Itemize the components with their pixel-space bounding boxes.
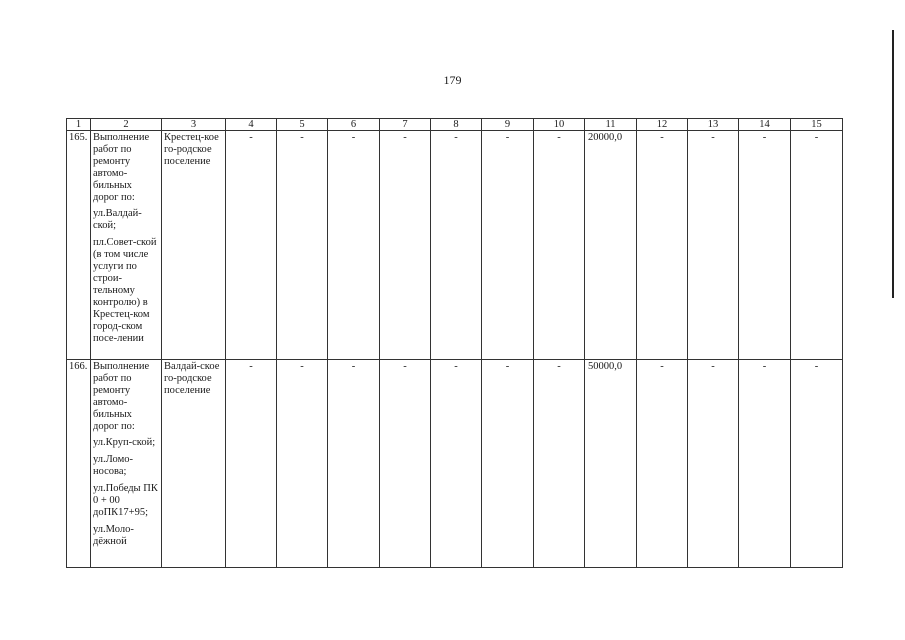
- column-header: 15: [791, 119, 843, 131]
- row-number: 166.: [67, 360, 91, 568]
- page-number: 179: [443, 73, 462, 87]
- table-cell: -: [739, 131, 791, 360]
- amount-cell: 20000,0: [585, 131, 637, 360]
- description-line: ул.Ломо-носова;: [93, 454, 133, 477]
- table-cell: -: [739, 360, 791, 568]
- table-cell: -: [328, 360, 380, 568]
- data-table: [66, 118, 843, 568]
- table-cell: -: [226, 131, 277, 360]
- table-cell: -: [380, 360, 431, 568]
- description-line: Выполнение работ по ремонту автомо-бильных дорог по:: [93, 132, 150, 203]
- table-cell: -: [431, 360, 482, 568]
- table-cell: -: [637, 360, 688, 568]
- table-cell: -: [431, 131, 482, 360]
- column-header: 13: [688, 119, 739, 131]
- description-line: ул.Круп-ской;: [93, 437, 156, 448]
- column-header: 5: [277, 119, 328, 131]
- table-cell: -: [688, 131, 739, 360]
- header-row: [67, 119, 843, 131]
- table-cell: -: [534, 131, 585, 360]
- table-cell: -: [791, 131, 843, 360]
- work-description: [91, 131, 162, 360]
- description-line: ул.Валдай-ской;: [93, 208, 142, 231]
- table-row: [67, 360, 843, 568]
- table-cell: -: [226, 360, 277, 568]
- table-cell: -: [482, 131, 534, 360]
- column-header: 4: [226, 119, 277, 131]
- table-cell: -: [688, 360, 739, 568]
- table-cell: -: [277, 131, 328, 360]
- description-line: Выполнение работ по ремонту автомо-бильных дорог по:: [93, 361, 150, 432]
- scan-edge-line: [892, 30, 894, 298]
- table-cell: -: [328, 131, 380, 360]
- column-header: 10: [534, 119, 585, 131]
- table-cell: -: [380, 131, 431, 360]
- description-line: ул.Победы ПК 0 + 00 доПК17+95;: [93, 483, 158, 518]
- table-cell: -: [534, 360, 585, 568]
- table-cell: -: [791, 360, 843, 568]
- column-header: 2: [91, 119, 162, 131]
- settlement-name: Крестец-кое го-родское поселение: [162, 131, 226, 360]
- column-header: 9: [482, 119, 534, 131]
- column-header: 3: [162, 119, 226, 131]
- column-header: 12: [637, 119, 688, 131]
- row-number: 165.: [67, 131, 91, 360]
- column-header: 8: [431, 119, 482, 131]
- column-header: 1: [67, 119, 91, 131]
- table-cell: -: [637, 131, 688, 360]
- description-line: ул.Моло-дёжной: [93, 524, 134, 547]
- column-header: 7: [380, 119, 431, 131]
- column-header: 11: [585, 119, 637, 131]
- table-cell: -: [482, 360, 534, 568]
- description-line: пл.Совет-ской (в том числе услуги по строи-тельному контролю) в Крестец-ком город-ском посе-лении: [93, 237, 157, 344]
- table-cell: -: [277, 360, 328, 568]
- amount-cell: 50000,0: [585, 360, 637, 568]
- table-row: [67, 131, 843, 360]
- column-header: 14: [739, 119, 791, 131]
- work-description: [91, 360, 162, 568]
- column-header: 6: [328, 119, 380, 131]
- settlement-name: Валдай-ское го-родское поселение: [162, 360, 226, 568]
